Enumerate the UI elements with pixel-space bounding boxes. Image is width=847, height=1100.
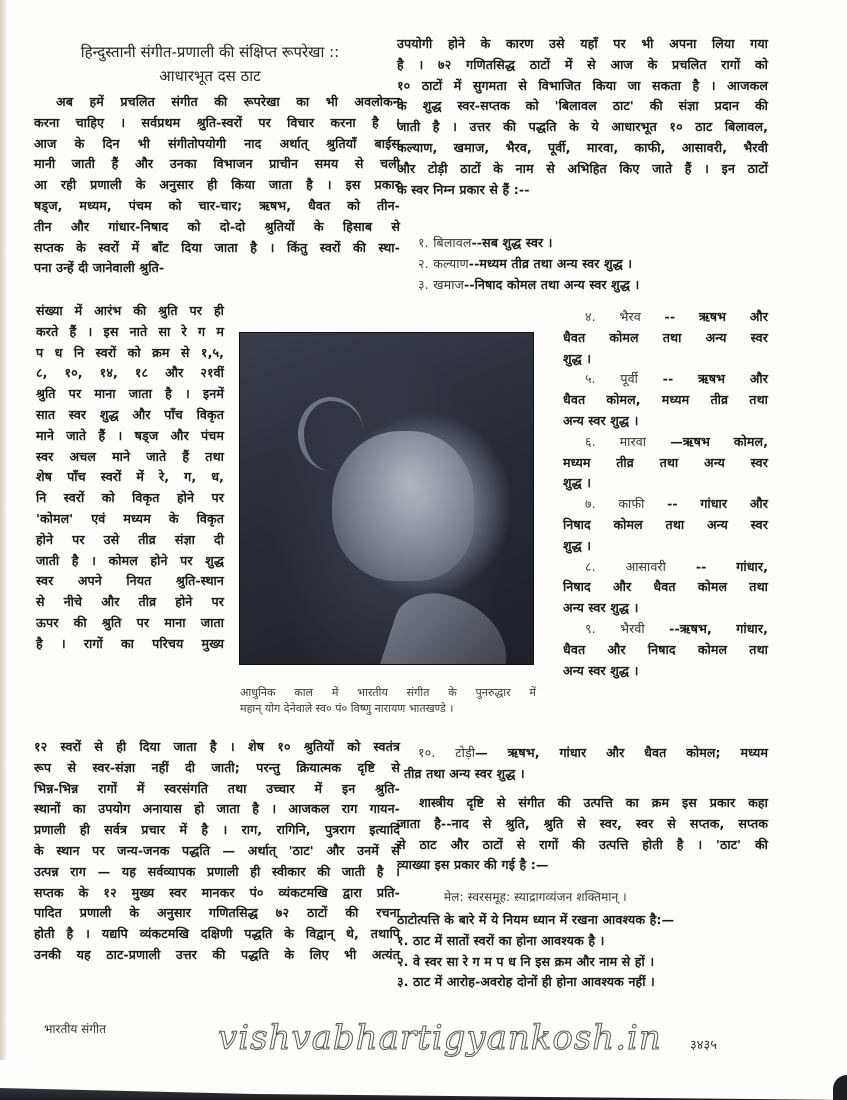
thaat-item-10: १०. टोड़ी— ऋषभ, गांधार और धैवत कोमल; मध्यम तीव्र तथा अन्य स्वर शुद्ध ।	[404, 745, 768, 781]
thaat-list-narrow	[563, 307, 768, 681]
text-line: प ध नि स्वरों को क्रम से १,५,	[36, 344, 224, 360]
text-line: संख्या में आरंभ की श्रुति पर ही	[36, 303, 224, 318]
text-line: ८, १०, १४, १८ और २१वीं	[36, 365, 224, 381]
page-bottom-shadow	[0, 1085, 847, 1100]
text-line: 'कोमल' एवं मध्यम के विकृत	[36, 510, 224, 526]
text-line: पना उन्हें दी जानेवाली श्रुति-	[34, 260, 165, 276]
left-bottom-paragraph	[34, 737, 400, 966]
text-line: होती है । यद्यपि व्यंकटमखि दक्षिणी पद्धति के विद्वान् थे, तथापि	[34, 926, 400, 942]
text-line: माने जाते हैं । षड्ज और पंचम	[36, 427, 224, 443]
text-line: से ठाट और ठाटों से रागों की उत्पत्ति होती है । 'ठाट' की	[397, 836, 768, 852]
text-line: मानी जाती हैं और उनका विभाजन प्राचीन समय से चली	[34, 156, 400, 172]
text-line: के स्वर निम्न प्रकार से हैं :--	[397, 181, 530, 197]
page-number: ३४३५	[690, 1038, 718, 1053]
text-line: नि स्वरों को विकृत होने पर	[36, 490, 224, 506]
thaat-item: १. बिलावल--सब शुद्ध स्वर ।	[418, 235, 553, 250]
text-line: सप्तक के स्वरों में बाँट दिया जाता है । किंतु स्वरों की स्था-	[34, 239, 400, 255]
text-line: से नीचे और तीव्र होने पर	[36, 594, 224, 610]
photo-caption: आधुनिक काल में भारतीय संगीत के पुनरुद्धार में महान् योग देनेवाले स्व० पं० विष्णु नारायण भातखण्डे ।	[240, 686, 536, 715]
text-line: आ रही प्रणाली के अनुसार ही किया जाता है । इस प्रकार	[34, 177, 400, 193]
text-line: स्वर अपने नियत श्रुति-स्थान	[36, 573, 224, 589]
text-line: श्रुति पर माना जाता है । इनमें	[36, 386, 224, 402]
thaat-item: २. कल्याण--मध्यम तीव्र तथा अन्य स्वर शुद्ध ।	[418, 255, 633, 271]
title-line-1: हिन्दुस्तानी संगीत-प्रणाली की संक्षिप्त रूपरेखा ::	[80, 43, 340, 61]
text-line: प्रणाली ही सर्वत्र प्रचार में है । राग, रागिनि, पुत्रराग इत्यादि	[34, 822, 400, 838]
text-line: जाती है । उत्तर की पद्धति के ये आधारभूत १० ठाट बिलावल,	[397, 119, 768, 135]
thaat-item: ८. आसावरी -- गांधार, निषाद और धैवत कोमल तथा अन्य स्वर शुद्ध ।	[563, 558, 768, 616]
text-line: शास्त्रीय दृष्टि से संगीत की उत्पत्ति का क्रम इस प्रकार कहा	[419, 795, 768, 810]
watermark: vishvabhartigyankosh.in	[218, 1018, 662, 1058]
rule-item: २. वे स्वर सा रे ग म प ध नि इस क्रम और नाम से हों ।	[397, 953, 655, 969]
text-line: उनकी यह ठाट-प्रणाली उत्तर की पद्धति के लिए भी अत्यंत	[34, 946, 400, 962]
text-line: स्थानों का उपयोग अनायास हो जाता है । आजकल राग गायन-	[34, 801, 400, 817]
text-line: रूप से स्वर-संज्ञा नहीं दी जाती; परन्तु क्रियात्मक दृष्टि से	[34, 759, 400, 775]
text-line: होने पर उसे तीव्र संज्ञा दी	[36, 531, 224, 547]
sanskrit-quote: मेल: स्वरसमूह: स्याद्रागव्यंजन शक्तिमान् ।	[444, 890, 627, 904]
text-line: आज के दिन भी संगीतोपयोगी नाद अर्थात् श्रुतियाँ बाईस	[34, 135, 400, 151]
right-bottom-paragraph	[397, 793, 768, 876]
title-line-2: आधारभूत दस ठाट	[159, 67, 261, 85]
rules-intro: ठाटोत्पत्ति के बारे में ये नियम ध्यान में रखना आवश्यक है:—	[397, 912, 675, 927]
text-line: है । ७२ गणितसिद्ध ठाटों में से आज के प्रचलित रागों को	[397, 56, 768, 72]
text-line: सप्तक के १२ मुख्य स्वर मानकर पं० व्यंकटमखि द्वारा प्रति-	[34, 884, 400, 900]
text-line: पादित प्रणाली के अनुसार गणितसिद्ध ७२ ठाटों की रचना	[34, 905, 400, 921]
page-edge	[0, 0, 6, 1060]
thaat-item: ७. काफी -- गांधार और निषाद कोमल तथा अन्य स्वर शुद्ध ।	[563, 496, 768, 553]
text-line: जाती है । कोमल होने पर शुद्ध	[36, 552, 224, 568]
text-line: जाता है--नाद से श्रुति, श्रुति से स्वर, स्वर से सप्तक, सप्तक	[397, 815, 768, 831]
text-line: के शुद्ध स्वर-सप्तक को 'बिलावल ठाट' की संज्ञा प्रदान की	[397, 98, 768, 114]
portrait-photo	[239, 332, 534, 665]
text-line: व्याख्या इस प्रकार की गई है :—	[397, 857, 549, 873]
text-line: के स्थान पर जन्य-जनक पद्धति — अर्थात् 'ठाट' और उनमें से	[34, 842, 400, 858]
text-line: ऊपर की श्रुति पर माना जाता	[36, 614, 224, 630]
text-line: करना चाहिए । सर्वप्रथम श्रुति-स्वरों पर विचार करना है ।	[34, 114, 400, 130]
text-line: भिन्न-भिन्न रागों में स्वरसंगति तथा उच्चार में इन श्रुति-	[34, 780, 400, 796]
thaat-item: ९. भैरवी --ऋषभ, गांधार, धैवत और निषाद कोमल तथा अन्य स्वर शुद्ध ।	[563, 620, 768, 678]
text-line: और टोड़ी ठाटों के नाम से अभिहित किए जाते हैं । इन ठाटों	[397, 160, 768, 176]
text-line: उपयोगी होने के कारण उसे यहाँ पर भी अपना लिया गया	[397, 36, 768, 51]
right-column-paragraph	[397, 34, 768, 200]
text-line: स्वर अचल माने जाते हैं तथा	[36, 448, 224, 464]
rules-section	[397, 910, 768, 993]
thaat-item: ३. खमाज--निषाद कोमल तथा अन्य स्वर शुद्ध ।	[418, 276, 640, 292]
running-title: भारतीय संगीत	[44, 1022, 106, 1036]
text-line: शेष पाँच स्वरों में रे, ग, ध,	[36, 469, 224, 485]
thaat-item: ६. मारवा —ऋषभ कोमल, मध्यम तीव्र तथा अन्य स्वर शुद्ध ।	[563, 433, 768, 491]
thaat-item: ४. भैरव -- ऋषभ और धैवत कोमल तथा अन्य स्वर शुद्ध ।	[563, 309, 768, 366]
narrow-column-paragraph	[36, 301, 224, 655]
text-line: १२ स्वरों से ही दिया जाता है । शेष १० श्रुतियों को स्वतंत्र	[34, 739, 400, 754]
thaat-item: ५. पूर्वी -- ऋषभ और धैवत कोमल, मध्यम तीव्र तथा अन्य स्वर शुद्ध ।	[563, 371, 768, 428]
text-line: करते हैं । इस नाते सा रे ग म	[36, 323, 224, 339]
rule-item: ३. ठाट में आरोह-अवरोह दोनों ही होना आवश्यक नहीं ।	[397, 974, 655, 990]
left-column-paragraph	[34, 92, 400, 279]
article-title	[20, 40, 400, 88]
text-line: १० ठाटों में सुगमता से विभाजित किया जा सकता है । आजकल	[397, 77, 768, 93]
text-line: अब हमें प्रचलित संगीत की रूपरेखा का भी अवलोकन	[56, 94, 400, 109]
text-line: कल्याण, खमाज, भैरव, पूर्वी, मारवा, काफी, आसावरी, भैरवी	[397, 139, 768, 155]
text-line: षड्ज, मध्यम, पंचम को चार-चार; ऋषभ, धैवत को तीन-	[34, 197, 400, 213]
text-line: सात स्वर शुद्ध और पाँच विकृत	[36, 406, 224, 422]
rule-item: १. ठाट में सातों स्वरों का होना आवश्यक है ।	[397, 932, 605, 948]
thaat-list-wide	[418, 233, 768, 295]
text-line: उत्पन्न राग — यह सर्वव्यापक प्रणाली ही स्वीकार की जाती है ।	[34, 863, 400, 879]
text-line: तीन और गांधार-निषाद को दो-दो श्रुतियों के हिसाब से	[34, 218, 400, 234]
text-line: है । रागों का परिचय मुख्य	[36, 635, 224, 651]
